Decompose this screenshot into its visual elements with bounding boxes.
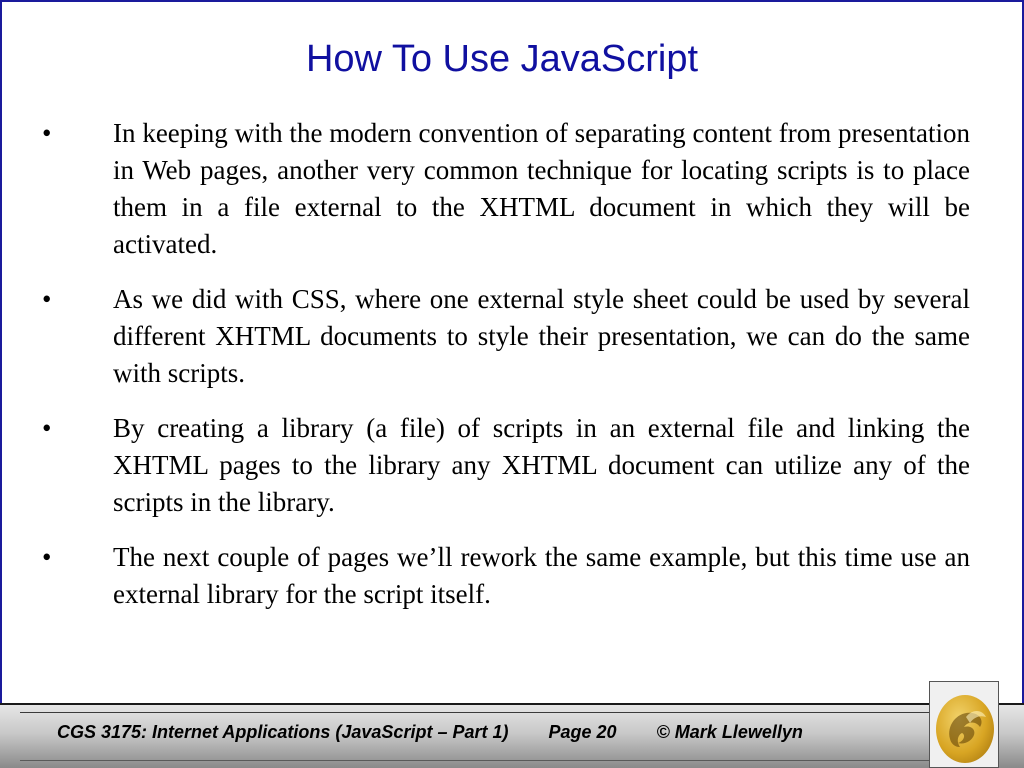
ucf-pegasus-logo-icon — [936, 695, 994, 763]
bullet-marker: • — [42, 542, 52, 572]
bullet-marker: • — [42, 118, 52, 148]
bullet-item — [0, 410, 1024, 521]
footer-copyright: © Mark Llewellyn — [656, 722, 803, 742]
logo-box — [929, 681, 999, 768]
bullet-list — [0, 115, 1024, 631]
bullet-item — [0, 281, 1024, 392]
footer-divider — [20, 760, 930, 761]
bullet-marker: • — [42, 413, 52, 443]
bullet-text: In keeping with the modern convention of separating content from presentation in Web pages, another very common technique for locating scripts is to place them in a file external to the XHTML document in which they will be activated. — [113, 118, 970, 259]
bullet-marker: • — [42, 284, 52, 314]
bullet-text: By creating a library (a file) of scripts in an external file and linking the XHTML pages to the library any XHTML document can utilize any of the scripts in the library. — [113, 413, 970, 517]
bullet-text: The next couple of pages we’ll rework the same example, but this time use an external library for the script itself. — [113, 542, 970, 609]
bullet-text: As we did with CSS, where one external style sheet could be used by several different XHTML documents to style their presentation, we can do the same with scripts. — [113, 284, 970, 388]
footer-page-number: Page 20 — [548, 722, 617, 742]
footer-course: CGS 3175: Internet Applications (JavaScript – Part 1) — [57, 722, 509, 742]
footer-text — [57, 722, 803, 743]
bullet-item — [0, 115, 1024, 263]
slide-title: How To Use JavaScript — [305, 38, 699, 80]
bullet-item — [0, 539, 1024, 613]
footer-divider — [20, 712, 930, 713]
